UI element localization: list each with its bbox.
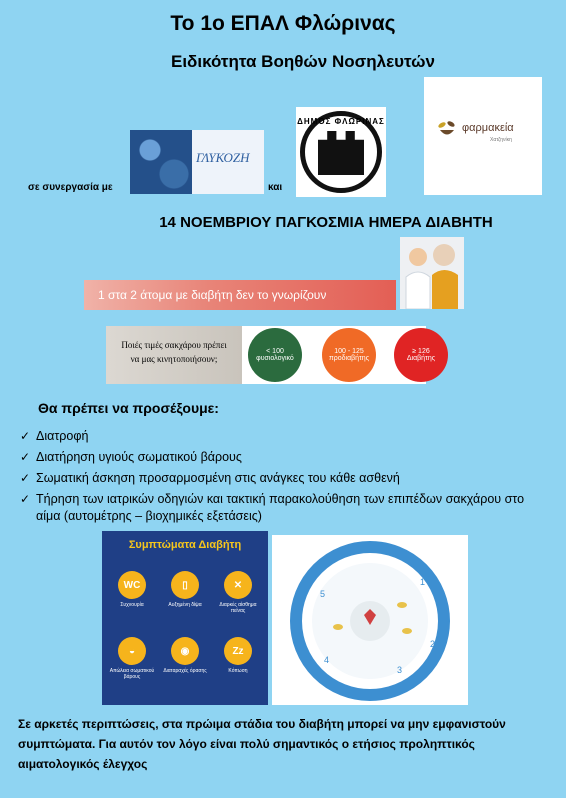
- event-title: 14 ΝΟΕΜΒΡΙΟΥ ΠΑΓΚΟΣΜΙΑ ΗΜΕΡΑ ΔΙΑΒΗΤΗ: [159, 214, 493, 231]
- sugar-question-line-2: να μας κινητοποιήσουν;: [130, 354, 218, 364]
- conjunction-label: και: [268, 182, 283, 193]
- list-item: [20, 428, 540, 445]
- page-title: Το 1ο ΕΠΑΛ Φλώρινας: [170, 12, 396, 35]
- list-item-text: Σωματική άσκηση προσαρμοσμένη στις ανάγκες του κάθε ασθενή: [36, 471, 400, 485]
- awareness-banner: 1 στα 2 άτομα με διαβήτη δεν το γνωρίζουν: [84, 280, 396, 310]
- symptom-label: Συχνουρία: [120, 602, 144, 608]
- list-item: [20, 470, 540, 487]
- scale-icon: ◒: [118, 637, 146, 665]
- list-item-text: Διατήρηση υγιούς σωματικού βάρους: [36, 450, 242, 464]
- level-value: ≥ 126: [412, 348, 430, 355]
- municipality-logo: [296, 107, 386, 197]
- level-value: < 100: [266, 348, 284, 355]
- cycle-number: 4: [324, 655, 330, 665]
- symptom-item: [212, 571, 264, 614]
- municipality-logo-text: ΔΗΜΟΣ ΦΛΩΡΙΝΑΣ: [297, 117, 385, 126]
- list-item: [20, 449, 540, 466]
- level-prediabetes: [322, 328, 376, 382]
- symptom-label: Διαταραχές όρασης: [163, 668, 207, 674]
- doctor-patient-image: [400, 237, 464, 309]
- glucose-logo-text: ΓΛΥΚΟΖΗ: [196, 150, 250, 165]
- cycle-number: 2: [430, 639, 436, 649]
- symptom-item: [106, 637, 158, 680]
- hands-graphic: [130, 130, 192, 194]
- pharmacy-logo: [424, 77, 542, 195]
- symptom-item: [159, 637, 211, 674]
- symptoms-heading: Συμπτώματα Διαβήτη: [128, 539, 242, 551]
- check-icon: ✓: [20, 492, 31, 506]
- symptom-item: [106, 571, 158, 608]
- cutlery-icon: ✕: [224, 571, 252, 599]
- level-label: φυσιολογικό: [256, 355, 294, 362]
- diabetes-care-cycle-graphic: [272, 535, 468, 705]
- level-value: 100 - 125: [334, 348, 364, 355]
- cycle-number: 5: [320, 589, 326, 599]
- level-diabetes: [394, 328, 448, 382]
- partnership-label: σε συνεργασία με: [28, 182, 113, 193]
- cycle-number: 1: [420, 577, 426, 587]
- level-normal: [248, 328, 302, 382]
- doctor-illustration: [400, 237, 464, 309]
- care-cycle-diagram: [272, 535, 468, 705]
- page-subtitle: Ειδικότητα Βοηθών Νοσηλευτών: [171, 52, 435, 71]
- pharmacy-logo-text: φαρμακεία: [462, 122, 514, 134]
- symptoms-panel: [102, 531, 268, 705]
- symptom-label: Απώλεια σωματικού βάρους: [109, 668, 155, 680]
- attention-list: [20, 428, 540, 529]
- footer-note: Σε αρκετές περιπτώσεις, στα πρώιμα στάδια του διαβήτη μπορεί να μην εμφανιστούν συμπτώματα. Για αυτόν τον λόγο είναι πολύ σημαντικός ο ετήσιος προληπτικός αιματολογικός έλεγχος: [18, 717, 506, 771]
- check-icon: ✓: [20, 429, 31, 443]
- eye-icon: ◉: [171, 637, 199, 665]
- symptom-label: Αυξημένη δίψα: [168, 602, 202, 608]
- check-icon: ✓: [20, 450, 31, 464]
- sugar-question: [106, 326, 242, 384]
- level-label: προδιαβήτης: [328, 355, 370, 362]
- cycle-number: 3: [397, 665, 403, 675]
- attention-heading: Θα πρέπει να προσέξουμε:: [38, 400, 219, 416]
- check-icon: ✓: [20, 471, 31, 485]
- level-label: Διαβήτης: [406, 355, 436, 362]
- symptom-label: Κόπωση: [228, 668, 248, 674]
- list-item-text: Διατροφή: [36, 429, 89, 443]
- glucose-association-logo: [130, 130, 264, 194]
- glass-icon: ▯: [171, 571, 199, 599]
- symptom-item: [212, 637, 264, 674]
- leaf-mortar-icon: [436, 117, 458, 139]
- sugar-levels-graphic: [106, 326, 436, 384]
- sleep-icon: Zz: [224, 637, 252, 665]
- sugar-question-line-1: Ποιές τιμές σακχάρου πρέπει: [121, 340, 227, 350]
- symptom-label: Διαρκές αίσθημα πείνας: [219, 602, 257, 614]
- list-item-text: Τήρηση των ιατρικών οδηγιών και τακτική παρακολούθηση των επιπέδων σακχάρου στο αίμα (αυτομέτρης – βιοχημικές εξετάσεις): [36, 492, 525, 523]
- pharmacy-logo-subtext: Χατζηνίκη: [490, 137, 512, 143]
- symptom-item: [159, 571, 211, 608]
- list-item: [20, 491, 540, 525]
- wc-icon: WC: [118, 571, 146, 599]
